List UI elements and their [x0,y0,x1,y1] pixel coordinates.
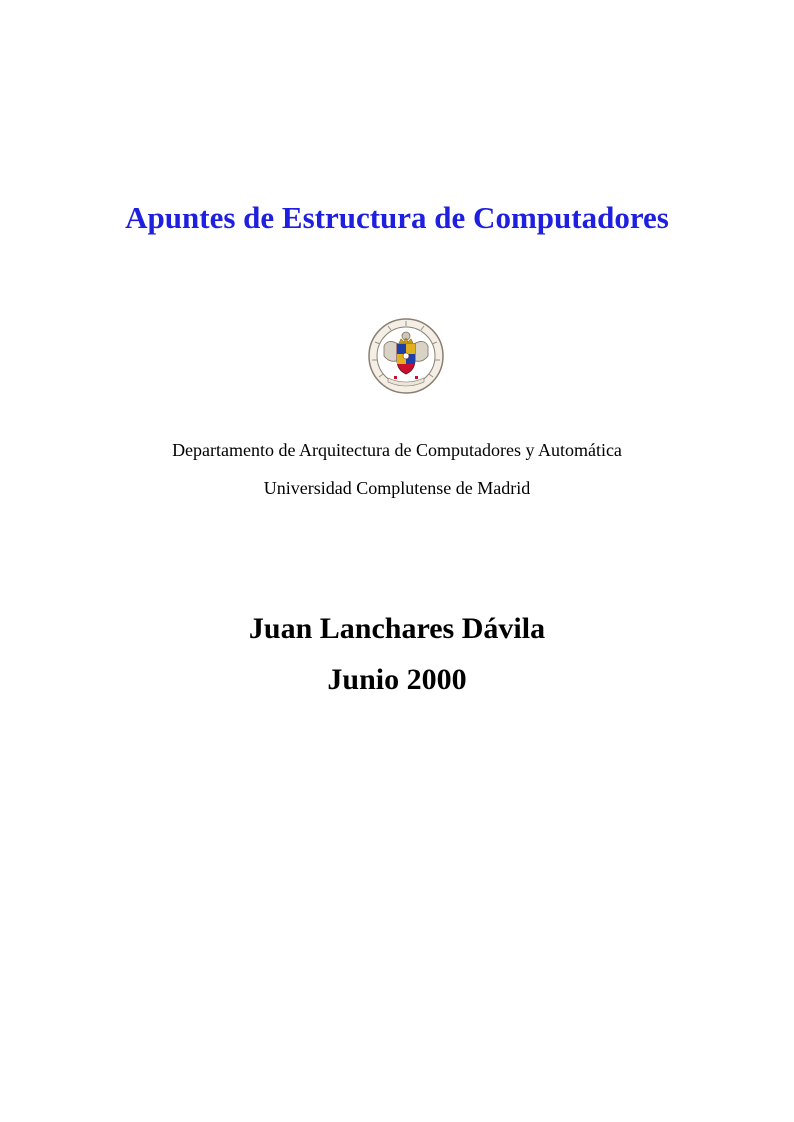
university-seal-icon [366,316,446,396]
document-title: Apuntes de Estructura de Computadores [125,200,669,235]
author-name: Juan Lanchares Dávila [248,612,546,645]
university-name: Universidad Complutense de Madrid [263,478,531,498]
department-name: Departamento de Arquitectura de Computadores y Automática [172,440,622,460]
publication-date: Junio 2000 [327,663,467,696]
